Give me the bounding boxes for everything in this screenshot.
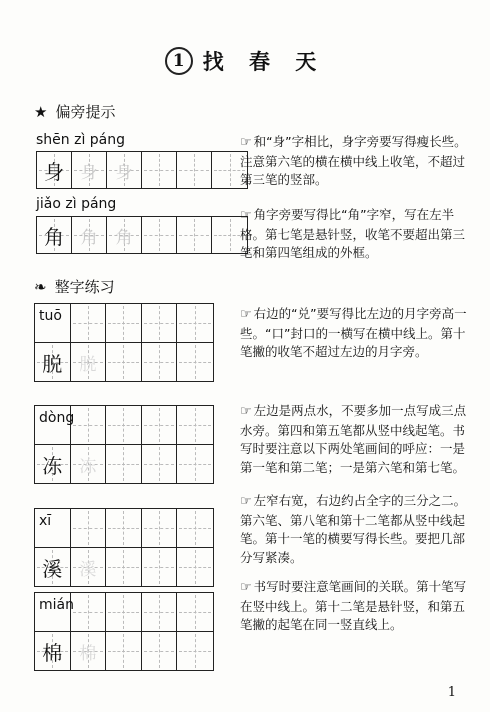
grid-cell [177, 217, 212, 253]
radical-pinyin: shēn zì páng [36, 132, 126, 148]
grid-row [35, 548, 213, 586]
grid-cell [35, 593, 74, 631]
grid-cell [142, 406, 178, 444]
grid-cell [107, 217, 142, 253]
character-practice-grid [34, 592, 214, 671]
character-note-text: 左边是两点水，不要多加一点写成三点水旁。第四和第五笔都从竖中线起笔。书写时要注意以下两处笔画间的呼应：一是第一笔和第二笔；一是第六笔和第七笔。 [240, 403, 467, 475]
grid-char: 角 [115, 227, 133, 248]
grid-char: 身 [44, 159, 64, 184]
grid-cell [35, 548, 71, 586]
practice-character: 溪 [42, 556, 63, 581]
grid-cell [106, 632, 142, 670]
character-practice-grid [34, 303, 214, 382]
grid-cell [142, 343, 178, 381]
trace-character: 冻 [79, 456, 97, 477]
character-note [240, 402, 470, 477]
grid-cell [72, 217, 107, 253]
character-practice-grid [34, 508, 214, 587]
lesson-title: 找 春 天 [202, 49, 326, 74]
grid-cell [37, 152, 72, 188]
grid-cell [177, 343, 213, 381]
grid-cell [142, 632, 178, 670]
grid-cell [71, 445, 107, 483]
radical-note: ☞ 角字旁要写得比“角”字窄，写在左半格。第七笔是悬针竖，收笔不要超出第三笔和第四笔组成的外框。 [240, 207, 466, 260]
radical-section-header [34, 101, 115, 122]
character-note [240, 492, 470, 567]
practice-section-header [34, 276, 115, 297]
grid-cell [106, 593, 142, 631]
character-note [240, 305, 470, 362]
grid-cell [71, 509, 107, 547]
grid-cell [71, 406, 107, 444]
pointing-hand-icon: ☞ [240, 580, 252, 595]
grid-cell [106, 509, 142, 547]
pointing-hand-icon: ☞ [240, 494, 252, 509]
character-pinyin: tuō [39, 308, 62, 324]
character-pinyin: mián [39, 597, 74, 613]
pointing-hand-icon: ☞ [240, 307, 252, 322]
grid-cell [177, 632, 213, 670]
grid-cell [142, 509, 178, 547]
page-number: 1 [447, 685, 456, 700]
grid-cell [71, 632, 107, 670]
radical-section-title: 偏旁提示 [55, 103, 116, 121]
grid-cell [35, 343, 71, 381]
trace-character: 脱 [79, 354, 97, 375]
grid-cell [177, 548, 213, 586]
grid-row [35, 445, 213, 483]
grid-cell [71, 304, 107, 342]
grid-cell [177, 406, 213, 444]
grid-row [35, 406, 213, 445]
star-icon: ★ [34, 102, 48, 121]
grid-cell [106, 343, 142, 381]
grid-char: 身 [80, 162, 98, 183]
grid-row [35, 632, 213, 670]
grid-cell [106, 445, 142, 483]
trace-character: 溪 [79, 559, 97, 580]
grid-cell [142, 152, 177, 188]
trace-character: 棉 [79, 643, 97, 664]
character-note-text: 左窄右宽，右边约占全字的三分之二。第六笔、第八笔和第十二笔都从竖中线起笔。第十一笔的横要写得长些。要把几部分写紧凑。 [240, 493, 467, 565]
grid-cell [35, 304, 71, 342]
character-note-text: 右边的“兑”要写得比左边的月字旁高一些。“口”封口的一横写在横中线上。第十笔撇的收笔不超过左边的月字旁。 [240, 306, 467, 359]
radical-pinyin: jiǎo zì páng [36, 196, 117, 212]
grid-char: 身 [115, 162, 133, 183]
pointing-hand-icon: ☞ [240, 135, 252, 150]
character-practice-grid [34, 405, 214, 484]
character-pinyin: xī [39, 513, 52, 529]
grid-cell [142, 548, 178, 586]
pointing-hand-icon: ☞ [240, 404, 252, 419]
grid-cell [177, 152, 212, 188]
character-note-text: 书写时要注意笔画间的关联。第十笔写在竖中线上。第十二笔是悬针竖，和第五笔撇的起笔在同一竖直线上。 [240, 579, 467, 632]
grid-cell [35, 445, 71, 483]
grid-cell [177, 593, 213, 631]
grid-cell [71, 593, 107, 631]
grid-cell [35, 632, 71, 670]
practice-section-title: 整字练习 [54, 278, 115, 296]
practice-character: 棉 [42, 640, 63, 665]
grid-cell [106, 304, 142, 342]
pointing-hand-icon: ☞ [240, 208, 252, 223]
grid-cell [106, 548, 142, 586]
grid-cell [142, 445, 178, 483]
grid-cell [177, 509, 213, 547]
practice-character: 冻 [42, 453, 63, 478]
character-note [240, 578, 470, 635]
grid-cell [142, 304, 178, 342]
grid-char: 角 [80, 227, 98, 248]
radical-practice-grid [36, 216, 248, 254]
grid-cell [37, 217, 72, 253]
lesson-number-badge: 1 [165, 47, 193, 75]
grid-cell [107, 152, 142, 188]
grid-cell [106, 406, 142, 444]
radical-note: ☞ 和“身”字相比，身字旁要写得瘦长些。注意第六笔的横在横中线上收笔，不超过第三笔的竖部。 [240, 134, 467, 187]
grid-cell [72, 152, 107, 188]
character-pinyin: dòng [39, 410, 75, 426]
grid-cell [177, 445, 213, 483]
lesson-header [0, 44, 490, 78]
leaf-icon: ❧ [34, 277, 47, 296]
grid-row [35, 593, 213, 632]
grid-row [35, 304, 213, 343]
grid-cell [35, 406, 75, 444]
grid-row [35, 509, 213, 548]
grid-cell [142, 593, 178, 631]
grid-cell [177, 304, 213, 342]
radical-practice-grid [36, 151, 248, 189]
grid-cell [35, 509, 71, 547]
grid-row [35, 343, 213, 381]
practice-character: 脱 [42, 351, 63, 376]
grid-cell [71, 343, 107, 381]
grid-cell [142, 217, 177, 253]
grid-char: 角 [44, 224, 64, 249]
grid-cell [71, 548, 107, 586]
